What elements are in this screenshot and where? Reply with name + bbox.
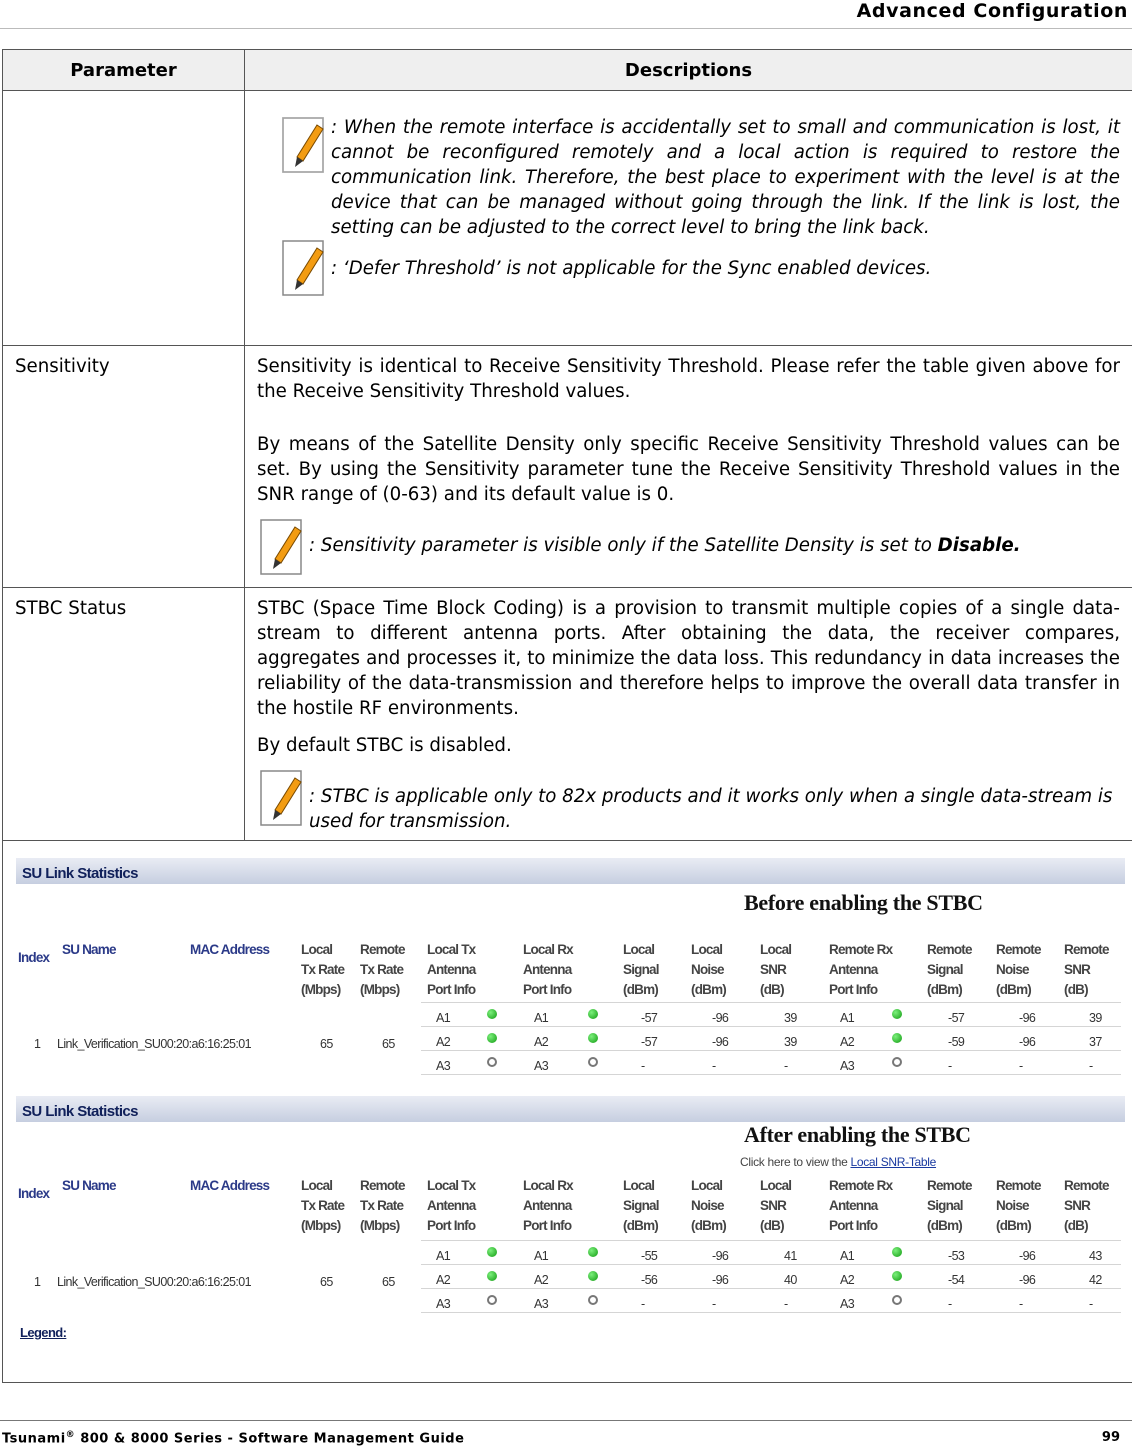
- port-status-led: [892, 1271, 902, 1281]
- port-status-led: [487, 1057, 497, 1067]
- column-header: Index: [18, 950, 50, 965]
- panel-title-bar: [16, 1096, 1125, 1122]
- cell-local-snr: 39: [784, 1035, 797, 1049]
- cell-local-snr: -: [784, 1059, 788, 1073]
- column-header: Local Signal (dBm): [623, 942, 659, 997]
- port-status-led: [487, 1271, 497, 1281]
- port-status-led: [487, 1033, 497, 1043]
- panel-title: SU Link Statistics: [22, 1103, 138, 1120]
- page-header-title: Advanced Configuration: [856, 0, 1128, 22]
- cell-local-tx-port: A1: [436, 1249, 451, 1263]
- cell-local-noise: -: [712, 1297, 716, 1311]
- cell-local-tx-port: A3: [436, 1059, 451, 1073]
- legend-link[interactable]: Legend:: [20, 1325, 67, 1340]
- cell-remote-tx-rate: 65: [382, 1275, 395, 1289]
- cell-local-tx-rate: 65: [320, 1037, 333, 1051]
- cell-remote-snr: -: [1089, 1297, 1093, 1311]
- cell-remote-noise: -: [1019, 1297, 1023, 1311]
- column-header: Remote Tx Rate (Mbps): [360, 1178, 405, 1233]
- port-status-led: [892, 1057, 902, 1067]
- column-header: SU Name: [62, 1178, 116, 1193]
- column-header: Local Noise (dBm): [691, 942, 726, 997]
- note-text-sensitivity: [309, 517, 1120, 558]
- local-snr-hint-text: Click here to view the: [740, 1155, 851, 1169]
- cell-su-name: Link_Verification_SU00:20:a6:16:25:01: [57, 1275, 251, 1289]
- page-number: 99: [1101, 1430, 1120, 1445]
- desc-sensitivity: [245, 346, 1132, 588]
- table-row: [3, 588, 1132, 841]
- cell-remote-signal: -53: [948, 1249, 965, 1263]
- grid-line: [421, 1240, 1121, 1241]
- param-sensitivity: Sensitivity: [3, 346, 245, 588]
- column-header: Remote Tx Rate (Mbps): [360, 942, 405, 997]
- cell-local-signal: -: [641, 1059, 645, 1073]
- cell-remote-rx-port: A2: [840, 1273, 855, 1287]
- table-row-screenshot: [3, 841, 1132, 1383]
- cell-local-signal: -57: [641, 1011, 658, 1025]
- column-header: MAC Address: [190, 1178, 270, 1193]
- port-status-led: [892, 1295, 902, 1305]
- cell-remote-noise: -96: [1019, 1011, 1036, 1025]
- table-row: [3, 91, 1132, 346]
- cell-local-rx-port: A1: [534, 1249, 549, 1263]
- cell-local-signal: -55: [641, 1249, 658, 1263]
- local-snr-table-link[interactable]: Local SNR-Table: [850, 1155, 937, 1169]
- su-link-statistics-screenshot: [3, 841, 1132, 1382]
- cell-local-snr: 40: [784, 1273, 797, 1287]
- grid-line: [421, 1050, 1121, 1051]
- note-block: [279, 238, 1120, 298]
- cell-remote-rx-port: A2: [840, 1035, 855, 1049]
- cell-remote-signal: -57: [948, 1011, 965, 1025]
- table-row: [3, 346, 1132, 588]
- desc-stbc-status: [245, 588, 1132, 841]
- cell-remote-snr: 43: [1089, 1249, 1102, 1263]
- footer-divider: [0, 1420, 1132, 1421]
- column-header: Remote Noise (dBm): [996, 1178, 1041, 1233]
- cell-local-noise: -96: [712, 1273, 729, 1287]
- cell-local-noise: -96: [712, 1035, 729, 1049]
- cell-local-snr: 39: [784, 1011, 797, 1025]
- cell-local-tx-port: A3: [436, 1297, 451, 1311]
- column-header: Local Tx Antenna Port Info: [427, 942, 476, 997]
- grid-line: [421, 1288, 1121, 1289]
- cell-remote-signal: -: [948, 1059, 952, 1073]
- param-cell-empty: [3, 91, 245, 346]
- cell-remote-noise: -96: [1019, 1273, 1036, 1287]
- grid-line: [421, 1264, 1121, 1265]
- panel-title-bar: [16, 858, 1125, 884]
- column-header: Local SNR (dB): [760, 1178, 792, 1233]
- column-header: Remote SNR (dB): [1064, 1178, 1109, 1233]
- column-header: Index: [18, 1186, 50, 1201]
- footer-guide-name: 800 & 8000 Series - Software Management Guide: [75, 1431, 465, 1447]
- sensitivity-paragraph-1: Sensitivity is identical to Receive Sensitivity Threshold. Please refer the table given above for the Receive Sensitivity Threshold values.: [257, 356, 1120, 402]
- cell-local-rx-port: A2: [534, 1035, 549, 1049]
- port-status-led: [588, 1271, 598, 1281]
- column-header: Remote SNR (dB): [1064, 942, 1109, 997]
- column-header: Local Noise (dBm): [691, 1178, 726, 1233]
- port-status-led: [588, 1033, 598, 1043]
- cell-remote-rx-port: A3: [840, 1297, 855, 1311]
- footer-title: [2, 1430, 464, 1446]
- port-status-led: [892, 1009, 902, 1019]
- local-snr-hint: [740, 1150, 936, 1175]
- stbc-paragraph-1: STBC (Space Time Block Coding) is a provision to transmit multiple copies of a single data-stream to different antenna ports. After obtaining the data, the receiver compares, aggregates and processes it, to minimize the data loss. This redundancy in data increases the reliability of the data-transmission and therefore helps to improve the overall data transfer in the hostile RF environments.: [257, 598, 1120, 719]
- cell-remote-tx-rate: 65: [382, 1037, 395, 1051]
- column-header: MAC Address: [190, 942, 270, 957]
- column-header: Local SNR (dB): [760, 942, 792, 997]
- column-header: Remote Signal (dBm): [927, 1178, 972, 1233]
- port-status-led: [487, 1247, 497, 1257]
- cell-remote-snr: 42: [1089, 1273, 1102, 1287]
- cell-local-snr: -: [784, 1297, 788, 1311]
- note-text-stbc: : STBC is applicable only to 82x products and it works only when a single data-stream is used for transmission.: [309, 786, 1113, 832]
- note-block: [257, 768, 1120, 834]
- note-pencil-icon: [257, 768, 309, 828]
- sensitivity-paragraph-2: By means of the Satellite Density only specific Receive Sensitivity Threshold values can be set. By using the Sensitivity parameter tune the Receive Sensitivity Threshold values in the SNR range of (0-63) and its default value is 0.: [257, 434, 1120, 505]
- footer-brand: Tsunami: [2, 1431, 66, 1447]
- cell-local-noise: -96: [712, 1249, 729, 1263]
- port-status-led: [588, 1057, 598, 1067]
- column-header: Local Tx Antenna Port Info: [427, 1178, 476, 1233]
- port-status-led: [487, 1009, 497, 1019]
- desc-cell: [245, 91, 1132, 346]
- stbc-caption-before: Before enabling the STBC: [744, 890, 983, 915]
- column-header-descriptions: Descriptions: [245, 50, 1132, 91]
- note-pencil-icon: [279, 115, 331, 175]
- cell-remote-rx-port: A3: [840, 1059, 855, 1073]
- column-header: Local Tx Rate (Mbps): [301, 942, 345, 997]
- cell-remote-noise: -96: [1019, 1249, 1036, 1263]
- port-status-led: [588, 1247, 598, 1257]
- cell-remote-snr: 37: [1089, 1035, 1102, 1049]
- su-link-statistics-panel-after: [16, 1096, 1125, 1340]
- grid-line: [421, 1312, 1121, 1313]
- stbc-paragraph-2: By default STBC is disabled.: [257, 735, 512, 756]
- note-text-remote-interface: : When the remote interface is accidentally set to small and communication is lost, it cannot be reconfigured remotely and a local action is required to restore the communication link. Therefore, the best place to experiment with the level is at the device that can be managed without going through the link. If the link is lost, the setting can be adjusted to the correct level to bring the link back.: [331, 117, 1120, 238]
- cell-remote-snr: 39: [1089, 1011, 1102, 1025]
- cell-remote-noise: -96: [1019, 1035, 1036, 1049]
- cell-remote-signal: -: [948, 1297, 952, 1311]
- port-status-led: [487, 1295, 497, 1305]
- grid-line: [421, 1074, 1121, 1075]
- note-pencil-icon: [257, 517, 309, 577]
- stbc-caption-after: After enabling the STBC: [744, 1122, 971, 1147]
- column-header: SU Name: [62, 942, 116, 957]
- footer-registered-mark: ®: [65, 1430, 76, 1440]
- note-block: [279, 115, 1120, 240]
- cell-remote-signal: -54: [948, 1273, 965, 1287]
- cell-local-signal: -: [641, 1297, 645, 1311]
- cell-local-tx-rate: 65: [320, 1275, 333, 1289]
- cell-local-signal: -56: [641, 1273, 658, 1287]
- cell-remote-signal: -59: [948, 1035, 965, 1049]
- cell-local-rx-port: A3: [534, 1297, 549, 1311]
- note-text-sensitivity-pre: : Sensitivity parameter is visible only if the Satellite Density is set to: [309, 535, 938, 556]
- cell-local-tx-port: A1: [436, 1011, 451, 1025]
- column-header: Local Rx Antenna Port Info: [523, 1178, 573, 1233]
- note-text-sensitivity-bold: Disable.: [937, 535, 1021, 556]
- column-header: Remote Rx Antenna Port Info: [829, 1178, 893, 1233]
- grid-line: [421, 1026, 1121, 1027]
- port-status-led: [892, 1033, 902, 1043]
- column-header-parameter: Parameter: [3, 50, 245, 91]
- panel-title: SU Link Statistics: [22, 865, 138, 882]
- cell-local-rx-port: A1: [534, 1011, 549, 1025]
- cell-local-noise: -96: [712, 1011, 729, 1025]
- param-stbc-status: STBC Status: [3, 588, 245, 841]
- cell-su-name: Link_Verification_SU00:20:a6:16:25:01: [57, 1037, 251, 1051]
- header-divider: [0, 28, 1132, 29]
- cell-remote-rx-port: A1: [840, 1011, 855, 1025]
- note-text-defer-threshold: : ‘Defer Threshold’ is not applicable for the Sync enabled devices.: [331, 258, 932, 279]
- cell-local-signal: -57: [641, 1035, 658, 1049]
- screenshot-cell: [3, 841, 1132, 1383]
- column-header: Remote Rx Antenna Port Info: [829, 942, 893, 997]
- column-header: Local Rx Antenna Port Info: [523, 942, 573, 997]
- note-block: [257, 517, 1120, 577]
- su-link-statistics-panel-before: [16, 858, 1125, 1076]
- parameter-table: [2, 49, 1132, 1383]
- port-status-led: [588, 1295, 598, 1305]
- column-header: Local Tx Rate (Mbps): [301, 1178, 345, 1233]
- grid-line: [421, 1002, 1121, 1003]
- table-header-row: [3, 50, 1132, 91]
- cell-local-rx-port: A2: [534, 1273, 549, 1287]
- port-status-led: [588, 1009, 598, 1019]
- cell-local-noise: -: [712, 1059, 716, 1073]
- cell-local-snr: 41: [784, 1249, 797, 1263]
- column-header: Remote Signal (dBm): [927, 942, 972, 997]
- port-status-led: [892, 1247, 902, 1257]
- cell-index: 1: [34, 1037, 41, 1051]
- cell-local-rx-port: A3: [534, 1059, 549, 1073]
- note-pencil-icon: [279, 238, 331, 298]
- cell-remote-snr: -: [1089, 1059, 1093, 1073]
- cell-index: 1: [34, 1275, 41, 1289]
- cell-remote-noise: -: [1019, 1059, 1023, 1073]
- cell-remote-rx-port: A1: [840, 1249, 855, 1263]
- column-header: Local Signal (dBm): [623, 1178, 659, 1233]
- column-header: Remote Noise (dBm): [996, 942, 1041, 997]
- cell-local-tx-port: A2: [436, 1035, 451, 1049]
- cell-local-tx-port: A2: [436, 1273, 451, 1287]
